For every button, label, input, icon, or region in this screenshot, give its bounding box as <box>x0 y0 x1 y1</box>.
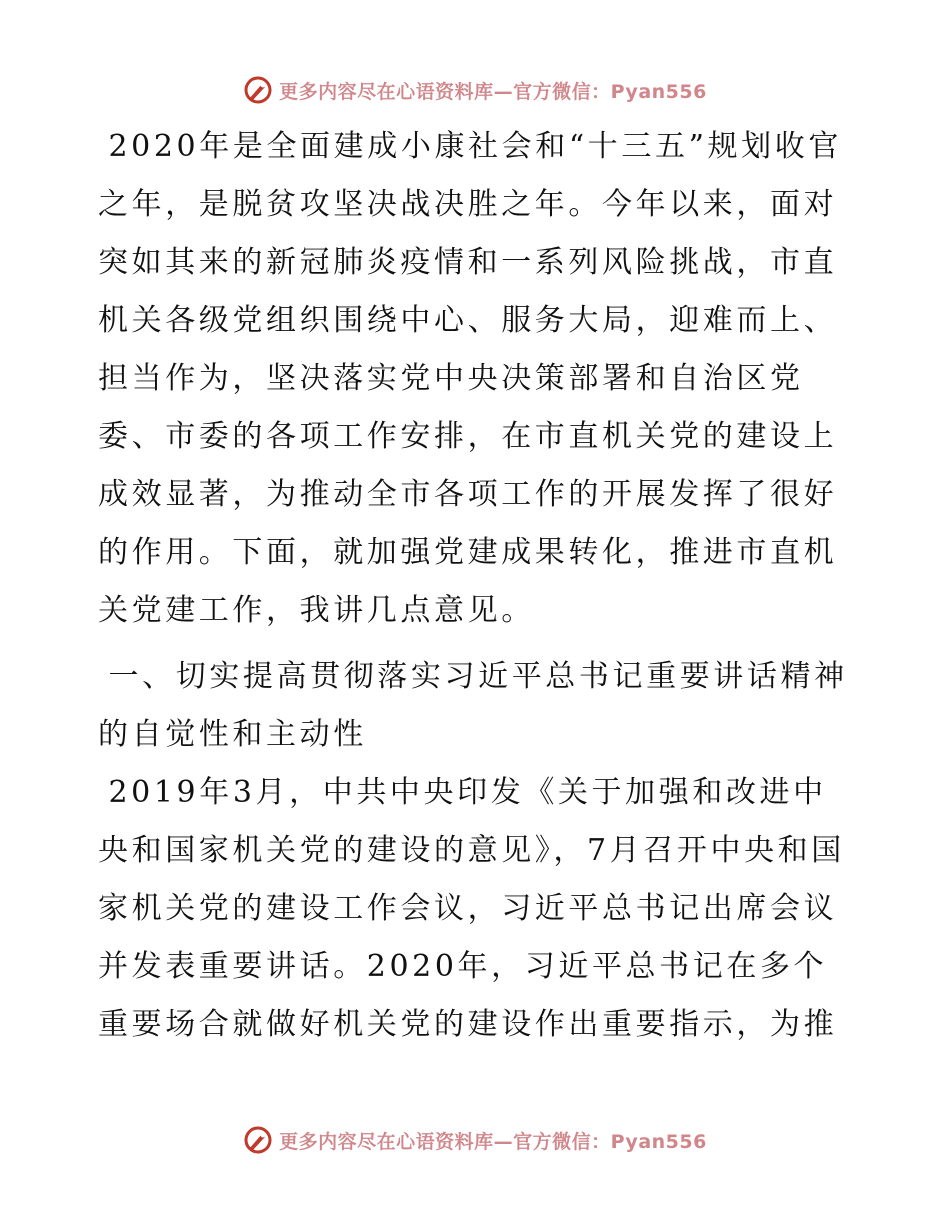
intro-paragraph: 2020年是全面建成小康社会和“十三五”规划收官之年，是脱贫攻坚决战决胜之年。今年以来，面对突如其来的新冠肺炎疫情和一系列风险挑战，市直机关各级党组织围绕中心、服务大局，迎难而上、担当作为，坚决落实党中央决策部署和自治区党委、市委的各项工作安排，在市直机关党的建设上成效显著，为推动全市各项工作的开展发挥了很好的作用。下面，就加强党建成果转化，推进市直机关党建工作，我讲几点意见。 <box>98 129 842 628</box>
pen-logo-icon <box>243 75 273 105</box>
section-heading: 一、切实提高贯彻落实习近平总书记重要讲话精神的自觉性和主动性 <box>98 659 848 752</box>
section-paragraph: 2019年3月，中共中央印发《关于加强和改进中央和国家机关党的建设的意见》，7月召开中央和国家机关党的建设工作会议，习近平总书记出席会议并发表重要讲话。2020年，习近平总书记在多个重要场合就做好机关党的建设作出重要指示，为推 <box>98 775 845 1042</box>
document-body <box>98 118 858 1054</box>
watermark-text: 更多内容尽在心语资料库—官方微信：Pyan556 <box>279 80 707 103</box>
header-watermark <box>0 70 950 110</box>
pen-logo-icon <box>243 1125 273 1155</box>
watermark-text: 更多内容尽在心语资料库—官方微信：Pyan556 <box>279 1130 707 1153</box>
footer-watermark <box>0 1120 950 1160</box>
